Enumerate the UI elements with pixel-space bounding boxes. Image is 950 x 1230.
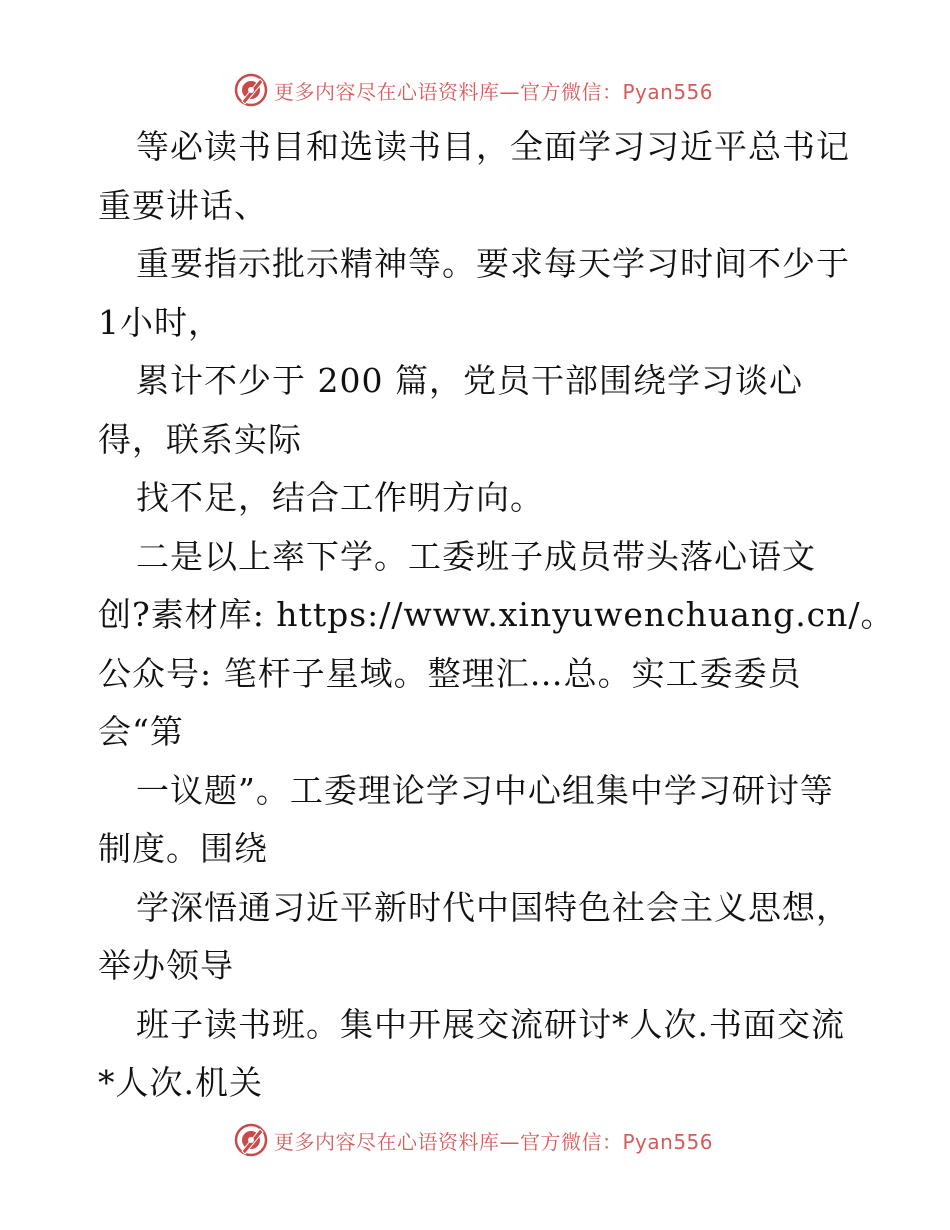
- text-line-17: *人次.机关: [98, 1063, 263, 1102]
- header-banner-text: 更多内容尽在心语资料库—官方微信：Pyan556: [274, 79, 714, 104]
- text-line-14: 学深悟通习近平新时代中国特色社会主义思想，: [136, 887, 850, 927]
- text-line-12: 一议题”。工委理论学习中心组集中学习研讨等: [136, 770, 834, 810]
- text-line-7: 找不足，结合工作明方向。: [136, 478, 544, 517]
- text-line-11: 会“第: [98, 712, 184, 751]
- text-line-13: 制度。围绕: [98, 829, 268, 868]
- text-line-9: 创?素材库: https://www.xinyuwenchuang.cn/。: [98, 595, 895, 634]
- text-line-15: 举办领导: [98, 946, 234, 985]
- pen-logo-icon: [234, 73, 268, 107]
- text-line-4: 1小时，: [98, 302, 222, 342]
- text-line-6: 得，联系实际: [98, 419, 302, 459]
- header-banner: [234, 70, 714, 110]
- text-line-8: 二是以上率下学。工委班子成员带头落心语文: [136, 536, 816, 576]
- pen-logo-icon: [234, 1123, 268, 1157]
- text-line-10: 公众号: 笔杆子星域。整理汇…总。实工委委员: [98, 653, 802, 693]
- text-line-3: 重要指示批示精神等。要求每天学习时间不少于: [136, 244, 850, 283]
- body-text: [98, 118, 895, 1113]
- footer-banner: [234, 1120, 714, 1160]
- text-line-1: 等必读书目和选读书目，全面学习习近平总书记: [136, 127, 850, 166]
- text-line-5: 累计不少于 200 篇，党员干部围绕学习谈心: [136, 361, 803, 400]
- text-line-16: 班子读书班。集中开展交流研讨*人次.书面交流: [136, 1004, 845, 1044]
- footer-banner-text: 更多内容尽在心语资料库—官方微信：Pyan556: [274, 1129, 714, 1154]
- text-line-2: 重要讲话、: [98, 185, 268, 225]
